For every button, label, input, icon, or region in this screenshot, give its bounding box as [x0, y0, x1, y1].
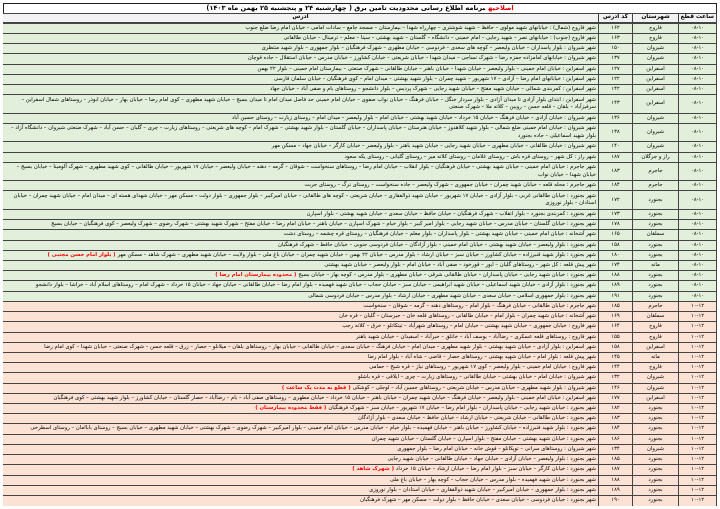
address-cell [3, 312, 599, 322]
address-code-cell: ۱۳۲ [599, 373, 633, 383]
county-cell: بجنورد [633, 414, 679, 424]
county-cell: اسفراین [633, 64, 679, 74]
address-code-cell: ۱۸۷ [599, 465, 633, 475]
time-cell: ۱۰-۱۲ [679, 475, 717, 485]
time-cell: ۱۰-۱۲ [679, 414, 717, 424]
address-cell [3, 95, 599, 113]
time-cell: ۱۰-۱۲ [679, 404, 717, 414]
address-cell [3, 444, 599, 454]
table-row [3, 85, 717, 95]
time-cell: ۰۸-۱۰ [679, 44, 717, 54]
address-text: شهر فاروج (جنوب) : خیابانهای نصر – شهید رجایی – امام خمینی – دانشگاه – گلستان – شهید بهشتی – سینا – معلم – ترمینال – خیابان طالقانی [283, 35, 596, 41]
table-row [3, 271, 717, 281]
time-cell: ۰۸-۱۰ [679, 240, 717, 250]
address-code-cell: ۱۸۴ [599, 424, 633, 434]
address-cell [3, 322, 599, 332]
county-cell: بجنورد [633, 475, 679, 485]
address-text: شهر بجنورد : بلوار آزادی – خیابان شهید اسماعیلی – خیابان شهید ابراهیمی – خیابان سبز – خیابان حجاب – خیابان شهید فهمیده – بلوار امام رضا – خیابان طالقانی – خیابان جهاد – خیابان ۱۵ خرداد – شهرک امام – روستاهای اسلام آباد – خراشا – بلوار دانشجو [35, 282, 596, 289]
table-row [3, 352, 717, 362]
address-text: شهر شیروان : خیابان طالقانی – خیابان مطهری – خیابان شهید رجایی – خیابان شهید باهنر – بلوار ولیعصر – خیابان کارگر – خیابان جهاد – مسکن مهر [271, 143, 596, 150]
county-cell: اسفراین [633, 393, 679, 403]
address-text: شهر بجنورد : خیابان کارگر – خیابان سبز – بلوار امام رضا – خیابان ارشاد – خیابان ۱۵ خرداد [396, 466, 596, 473]
address-text: شهر بجنورد : کمربندی بجنورد – بلوار انقلاب – شهرک فرهنگیان – خیابان حافظ – خیابان سعدی – خیابان شهید بهشتی – بلوار اسپارن [306, 210, 596, 217]
time-cell: ۰۸-۱۰ [679, 85, 717, 95]
table-row [3, 23, 717, 33]
address-cell [3, 191, 599, 209]
address-cell [3, 64, 599, 74]
address-note: ( فقط محدوده بیمارستان ) [255, 405, 327, 412]
address-cell [3, 230, 599, 240]
table-row [3, 162, 717, 180]
table-row [3, 230, 717, 240]
address-cell [3, 332, 599, 342]
address-code-cell: ۱۸۳ [599, 414, 633, 424]
address-code-cell: ۱۸۹ [599, 281, 633, 291]
address-cell [3, 152, 599, 162]
address-cell [3, 496, 599, 507]
table-row [3, 281, 717, 291]
county-cell: بجنورد [633, 496, 679, 507]
address-text: شهر بجنورد : بلوار شهید قنبرزاده – خیابان کشاورز – خیابان سبز – خیابان ارشاد – بلوار مدرس – خیابان ۲۲ بهمن – خیابان شهید چمران – خیابان باغ ملی – بلوار ولایت – خیابان شهید مطهری – شهرک شاهد – مسکن مهر [117, 251, 596, 258]
address-code-cell: ۱۴۰ [599, 142, 633, 152]
time-cell: ۱۰-۱۲ [679, 485, 717, 495]
address-note: ( شهرک شاهد ) [352, 466, 394, 473]
time-cell: ۱۰-۱۲ [679, 444, 717, 454]
county-cell: بجنورد [633, 271, 679, 281]
address-code-cell: ۱۷۳ [599, 209, 633, 219]
table-row [3, 465, 717, 475]
address-text: شهر بجنورد : بلوار جمهوری اسلامی – خیابان سعدی – خیابان شهید مطهری – خیابان ارشاد – بلوار مدرس – خیابان فردوسی شمالی [308, 292, 596, 299]
header-address-code: کد آدرس [599, 14, 633, 23]
time-cell: ۱۰-۱۲ [679, 383, 717, 393]
table-header [3, 13, 717, 23]
address-cell [3, 260, 599, 270]
schedule-rows [3, 23, 717, 506]
county-cell: جاجرم [633, 301, 679, 311]
address-cell [3, 209, 599, 219]
time-cell: ۱۰-۱۲ [679, 455, 717, 465]
table-row [3, 332, 717, 342]
address-code-cell: ۱۸۷ [599, 152, 633, 162]
time-cell: ۱۰-۱۲ [679, 342, 717, 352]
address-text: شهر جاجرم : خیابان طالقانی – خیابان فرهنگ – بلوار امام – روستاهای دهنه – گرمه – شوقان – سنخواست [363, 302, 596, 309]
header-county: شهرستان [633, 14, 679, 23]
address-code-cell: ۱۸۵ [599, 455, 633, 465]
address-text: شهر اسفراین : بلوار آزادی – خیابان شهید بهشتی – بلوار شهید مطهری – میدان امام – خیابان فرهنگ – خیابان سعدی – خیابان طالقانی – خیابان بهار – روستاهای بلقان – میلانلو – حصار – زرق – قلعه حسن – شهرک صنعتی – خیابان شهدا – کوی امام رضا [44, 343, 596, 350]
address-note: ( محدوده بیمارستان امام رضا ) [215, 272, 297, 279]
table-row [3, 404, 717, 414]
county-cell: بجنورد [633, 434, 679, 444]
address-cell [3, 393, 599, 403]
address-cell [3, 281, 599, 291]
address-code-cell: ۱۵۵ [599, 332, 633, 342]
time-cell: ۰۸-۱۰ [679, 64, 717, 74]
address-text: شهر شیروان : خیابان امام – خیابان بهشتی – خیابان طالقانی – روستاهای زیارت – چری – ایلاقی – قره باشلو [357, 374, 596, 381]
address-code-cell: ۱۹۰ [599, 496, 633, 507]
address-code-cell: ۱۲۷ [599, 64, 633, 74]
county-cell: شیروان [633, 54, 679, 64]
address-text: شهر بجنورد : خیابان طالقانی غربی – بلوار آزادی – خیابان ۱۷ شهریور – خیابان شهید ذوالفقاری – خیابان شریعتی – کوچه های طالقانی – خیابان امیرکبیر – بلوار جمهوری – بلوار دولت – مسکن مهر – خیابان شهدای هسته ای – میدان امام – خیابان شهید چمران – خیابان استادان – بلوار نوروزی [13, 192, 596, 207]
header-address: آدرس [3, 14, 599, 23]
table-row [3, 424, 717, 434]
address-code-cell: ۱۸۰ [599, 250, 633, 260]
table-row [3, 322, 717, 332]
county-cell: شیروان [633, 113, 679, 123]
table-row [3, 152, 717, 162]
address-text: شهر بجنورد : خیابان شهید رجایی – خیابان پاسداران – بلوار امام رضا – خیابان ۱۷ شهریور – خیابان سبز – شهرک فرهنگیان [328, 405, 596, 412]
address-text: شهر بجنورد : خیابان گلستان – خیابان مدرس – خیابان شهید رجایی – بلوار امیر کبیر – بلوار خیام – شهرک اسپارن – خیابان باهنر – خیابان امام رضا – خیابان مفتح – شهرک شهید بهشتی – شهرک رضوی – شهرک ولیعصر – کوی فرهنگیان – خیابان بسیج [51, 221, 596, 228]
county-cell: بجنورد [633, 240, 679, 250]
address-cell [3, 465, 599, 475]
county-cell: مانه [633, 352, 679, 362]
address-code-cell: ۱۳۴ [599, 444, 633, 454]
address-cell [3, 363, 599, 373]
table-row [3, 434, 717, 444]
title-correction-label: اصلاحیه [488, 4, 514, 12]
schedule-table [3, 23, 717, 506]
address-cell [3, 23, 599, 33]
time-cell: ۰۸-۱۰ [679, 162, 717, 180]
time-cell: ۰۸-۱۰ [679, 95, 717, 113]
outage-schedule-sheet [3, 3, 717, 506]
address-text: شهر جاجرم : خیابان امام خمینی – خیابان شهید بهشتی – خیابان فرهنگیان – بلوار انقلاب – خیابان امام رضا – روستاهای سنخواست – شوقان – گرمه – دهنه – خیابان ولیعصر – خیابان ۱۷ شهریور – خیابان طالقانی – کوی شهید مطهری – شهرک آلومینا – خیابان بسیج – خیابان شهدا – خیابان نواب [16, 164, 596, 178]
address-code-cell: ۱۷۲ [599, 191, 633, 209]
table-row [3, 250, 717, 260]
address-cell [3, 54, 599, 64]
address-text: شهر آشخانه : خیابان امام خمینی – خیابان شهید بهشتی – بلوار پاسداران – بلوار معلم – خیابان فرهنگیان – روستای قره چشمه – روستای دشت [283, 231, 596, 238]
address-text: شهر پیش قلعه : کل شهر – روستاهای گلیان – ایور – قورخود – صفی آباد – خیابان امام – بلوار ولیعصر – خیابان شهید بهشتی [324, 261, 596, 268]
county-cell: مانه [633, 260, 679, 270]
address-cell [3, 142, 599, 152]
table-row [3, 342, 717, 352]
address-text: شهر اسفراین : کمربندی شمالی – خیابان شهید مفتح – خیابان شهید رجایی – شهرک پردیس – بلوار دانشجو – روستاهای بام و صفی آباد – خیابان جهاد [269, 86, 596, 93]
time-cell: ۰۸-۱۰ [679, 260, 717, 270]
address-text: شهر اسفراین : ابتدای بلوار آزادی تا میدان آزادی – بلوار سردار جنگل – خیابان فرهنگ – خیابان نواب صفوی – خیابان امام خمینی حد فاصل میدان امام تا میدان بسیج – خیابان شهید مطهری – کوی امام رضا – خیابان بهار – خیابان ابوذر – روستاهای شمال اسفراین – سرفیزآباد – بلقان – قلعه حسن – رویین – کلاته ملا – شهرک صنعتی [21, 96, 596, 111]
county-cell: اسفراین [633, 95, 679, 113]
time-cell: ۱۰-۱۲ [679, 332, 717, 342]
table-row [3, 363, 717, 373]
time-cell: ۱۰-۱۲ [679, 496, 717, 507]
county-cell: سملقان [633, 230, 679, 240]
address-cell [3, 485, 599, 495]
address-cell [3, 220, 599, 230]
county-cell: بجنورد [633, 220, 679, 230]
address-code-cell: ۱۶۲ [599, 23, 633, 33]
address-text: شهر بجنورد : بلوار جمهوری – خیابان امیرکبیر – خیابان شهید ذوالفقاری – خیابان استادان – بلوار نوروزی [369, 486, 596, 493]
address-code-cell: ۱۷۸ [599, 220, 633, 230]
county-cell: بجنورد [633, 191, 679, 209]
address-code-cell: ۱۳۶ [599, 113, 633, 123]
address-code-cell: ۱۴۵ [599, 352, 633, 362]
address-code-cell: ۱۵۸ [599, 342, 633, 352]
address-code-cell: ۱۳۸ [599, 123, 633, 141]
address-text: شهر شیروان : خیابان آزادی – خیابان فرهنگ – خیابان ۱۵ خرداد – خیابان شهید بهشتی – خیابان امام – بلوار ولیعصر – میدان امام – روستای زیارت – روستای حسین آباد [231, 114, 596, 121]
address-text: شهر بجنورد : خیابان شهید بهشتی – خیابان مفتح – بلوار اسپارن – خیابان گلستان – خیابان شهید چمران [371, 435, 596, 442]
time-cell: ۰۸-۱۰ [679, 220, 717, 230]
county-cell: فاروج [633, 34, 679, 44]
table-row [3, 496, 717, 507]
address-text: شهر بجنورد : خیابان طالقانی – خیابان شریعتی – خیابان ارشاد – خیابان حافظ – خیابان سعدی – بلوار آزادگان [357, 415, 596, 422]
address-code-cell: ۱۵۰ [599, 44, 633, 54]
address-text: شهر شیروان : خیابان امام خمینی ضلع شمالی – بلوار شهید کلاهدوز – خیابان هنرستان – خیابان پاسداران – خیابان گلستان – بلوار شهید بهشتی – شهرک امام – کوچه های شریعتی – روستاهای زیارت – چری – گلیان – حسن آباد – شهرک صنعتی شیروان – دانشگاه آزاد – بلوار شهید اسماعیلی – جاده بجنورد [10, 125, 596, 139]
table-row [3, 44, 717, 54]
table-row [3, 54, 717, 64]
address-code-cell: ۱۳۷ [599, 54, 633, 64]
county-cell: شیروان [633, 123, 679, 141]
address-cell [3, 373, 599, 383]
address-cell [3, 123, 599, 141]
time-cell: ۰۸-۱۰ [679, 191, 717, 209]
county-cell: شیروان [633, 142, 679, 152]
time-cell: ۰۸-۱۰ [679, 54, 717, 64]
table-row [3, 373, 717, 383]
address-cell [3, 434, 599, 444]
address-text: شهر بجنورد : خیابان شهید رجایی – خیابان پاسداران – خیابان طالقانی شرقی – خیابان مطهری – بلوار مدرس – کوچه بهار – خیابان بسیج [298, 272, 596, 279]
time-cell: ۰۸-۱۰ [679, 152, 717, 162]
county-cell: شیروان [633, 373, 679, 383]
time-cell: ۰۸-۱۰ [679, 271, 717, 281]
table-row [3, 95, 717, 113]
address-code-cell: ۱۶۳ [599, 34, 633, 44]
address-text: شهر شیروان : بلوار پاسداران – خیابان ولیعصر – کوچه های سعدی – فردوسی – خیابان مطهری – شهرک فرهنگیان – بلوار جمهوری – بلوار شهید منتظری [261, 45, 596, 52]
county-cell: فاروج [633, 332, 679, 342]
table-row [3, 191, 717, 209]
address-code-cell: ۱۶۹ [599, 312, 633, 322]
address-text: شهر بجنورد : بلوار ولیعصر – خیابان شهید بهشتی – خیابان امام خمینی – بلوار آزادگان – خیابان فردوسی جنوبی – خیابان حافظ – شهرک فرهنگیان [278, 241, 596, 248]
address-code-cell: ۱۶۵ [599, 230, 633, 240]
address-cell [3, 404, 599, 414]
address-note: ( بلوار امام حسن مجتبی ) [47, 251, 116, 258]
table-row [3, 414, 717, 424]
table-row [3, 74, 717, 84]
address-cell [3, 424, 599, 434]
address-code-cell: ۱۸۶ [599, 434, 633, 444]
address-code-cell: ۱۴۶ [599, 383, 633, 393]
time-cell: ۰۸-۱۰ [679, 250, 717, 260]
time-cell: ۱۰-۱۲ [679, 393, 717, 403]
address-text: شهر شیروان : روستاهای سرانی – توپکانلو – قوش خانه – خیابان امام رضا – بلوار جمهوری [397, 445, 596, 452]
address-text: شهر آشخانه : خیابان شهید چمران – بلوار امام – خیابان طالقانی – روستاهای قلعه خان – جیرستان – گلیان – قره خان [339, 313, 596, 320]
address-text: شهر شیروان : بلوار شهید مطهری – خیابان مدرس – خیابان شریعتی – روستاهای حسین آباد – لوجلی – کوشکی [352, 384, 596, 391]
table-row [3, 240, 717, 250]
county-cell: جاجرم [633, 181, 679, 191]
table-row [3, 181, 717, 191]
table-row [3, 455, 717, 465]
table-row [3, 475, 717, 485]
time-cell: ۱۰-۱۲ [679, 352, 717, 362]
address-cell [3, 352, 599, 362]
header-row [3, 14, 717, 23]
time-cell: ۰۸-۱۰ [679, 181, 717, 191]
table-row [3, 113, 717, 123]
address-cell [3, 44, 599, 54]
address-text: شهر بجنورد : بلوار ولیعصر – خیابان آزادی – خیابان جهاد – خیابان طالقانی – خیابان شهید رجایی [387, 456, 596, 463]
county-cell: فاروج [633, 322, 679, 332]
time-cell: ۰۸-۱۰ [679, 123, 717, 141]
address-cell [3, 301, 599, 311]
county-cell: بجنورد [633, 455, 679, 465]
table-row [3, 123, 717, 141]
address-code-cell: ۱۸۸ [599, 475, 633, 485]
header-time: ساعت قطع [679, 14, 717, 23]
address-cell [3, 85, 599, 95]
time-cell: ۱۰-۱۲ [679, 301, 717, 311]
county-cell: بجنورد [633, 281, 679, 291]
table-row [3, 220, 717, 230]
table-row [3, 444, 717, 454]
table-row [3, 393, 717, 403]
address-text: شهر بجنورد : بلوار شهید قنبرزاده – خیابان کشاورز – خیابان باهنر – خیابان فهمیده – بلوار خیام – خیابان مدرس – خیابان امام خمینی – بلوار امیرکبیر – شهرک رضوی – شهرک بهشتی – خیابان شهید مطهری – خیابان بسیج – روستای باباامان – روستای اسطرخی [30, 425, 596, 432]
address-cell [3, 271, 599, 281]
time-cell: ۰۸-۱۰ [679, 34, 717, 44]
county-cell: بجنورد [633, 250, 679, 260]
county-cell: شیروان [633, 444, 679, 454]
table-row [3, 312, 717, 322]
table-row [3, 142, 717, 152]
address-cell [3, 74, 599, 84]
table-row [3, 34, 717, 44]
address-text: شهر راز : کل شهر – روستای قره باش – روستای غلامان – روستای کلاته میر – روستای گلیانی – روستای یکه سعود [344, 153, 596, 160]
address-cell [3, 455, 599, 465]
address-code-cell: ۱۴۳ [599, 95, 633, 113]
address-code-cell: ۱۸۵ [599, 301, 633, 311]
address-cell [3, 113, 599, 123]
address-cell [3, 475, 599, 485]
address-code-cell: ۱۹۱ [599, 291, 633, 301]
time-cell: ۰۸-۱۰ [679, 113, 717, 123]
time-cell: ۱۰-۱۲ [679, 434, 717, 444]
address-code-cell: ۱۸۴ [599, 181, 633, 191]
address-text: شهر فاروج : خیابان امام خمینی – بلوار ولیعصر – کوی ۱۷ شهریور – روستاهای نیاز – قره شیخ – حمامی [369, 364, 596, 371]
county-cell: سملقان [633, 312, 679, 322]
time-cell: ۱۰-۱۲ [679, 465, 717, 475]
county-cell: جاجرم [633, 162, 679, 180]
address-cell [3, 291, 599, 301]
address-code-cell: ۱۶۴ [599, 322, 633, 332]
address-text: شهر شیروان : خیابانهای امامزاده حمزه رضا – شهرک نساجی – میدان شهدا – خیابان شریعتی – خیابان کشاورز – خیابان مدرس – خیابان استقلال – جاده قوچان [247, 55, 596, 62]
address-cell [3, 342, 599, 352]
county-cell: بجنورد [633, 465, 679, 475]
time-cell: ۱۰-۱۲ [679, 373, 717, 383]
time-cell: ۰۸-۱۰ [679, 142, 717, 152]
table-row [3, 485, 717, 495]
address-code-cell: ۱۴۴ [599, 363, 633, 373]
address-text: شهر اسفراین : خیابان امام خمینی – بلوار ولیعصر – خیابان فرهنگ – خیابان شهید چمران – خیابان باهنر – خیابان ۱۵ خرداد – خیابان مطهری – روستاهای صفی آباد – بام – رضاآباد – حصار گلستان – خیابان کشاورز – بلوار شهید بهشتی – کوی فرهنگیان [53, 394, 596, 401]
table-row [3, 383, 717, 393]
time-cell: ۱۰-۱۲ [679, 363, 717, 373]
table-row [3, 291, 717, 301]
table-row [3, 260, 717, 270]
address-text: شهر اسفراین : خیابان امام خمینی – بلوار ولیعصر – خیابان شهدا – خیابان باهنر – خیابان طالقانی – شهرک صنعتی – بیمارستان امام خمینی – بلوار ۲۲ بهمن [257, 65, 596, 72]
address-text: شهر فاروج : روستاهای قلعه عسکری – رضاآباد – یوسف آباد – خانلق – خیرآباد – اسفیدان – خیابان شهید باهنر [355, 333, 596, 340]
address-cell [3, 414, 599, 424]
county-cell: بجنورد [633, 209, 679, 219]
time-cell: ۰۸-۱۰ [679, 291, 717, 301]
address-text: شهر اسفراین : خیابانهای امام رضا – آزادی – ۱۷ شهریور – شهید چمران – بلوار شهید بهشتی – میدان امام – کوی فرهنگیان – خیابان سلمان فارسی [273, 75, 596, 82]
county-cell: بجنورد [633, 291, 679, 301]
county-cell: بجنورد [633, 424, 679, 434]
address-text: شهر بجنورد : خیابان شهید فهمیده – بلوار مدرس – خیابان حجاب – کوچه بهار – خیابان باغ ملی [389, 476, 596, 483]
time-cell: ۱۰-۱۲ [679, 424, 717, 434]
address-cell [3, 181, 599, 191]
time-cell: ۰۸-۱۰ [679, 74, 717, 84]
address-code-cell: ۱۸۹ [599, 485, 633, 495]
county-cell: بجنورد [633, 485, 679, 495]
table-row [3, 301, 717, 311]
title-text: برنامه اطلاع رسانی محدودیت تامین برق ( چهارشنبه ۲۴ و پنجشنبه ۲۵ بهمن ماه ۱۴۰۳) [206, 4, 486, 12]
county-cell: شیروان [633, 383, 679, 393]
time-cell: ۰۸-۱۰ [679, 23, 717, 33]
address-note: ( قطع به مدت یک ساعت ) [281, 384, 351, 391]
page-title [3, 3, 717, 13]
address-code-cell: ۱۸۸ [599, 271, 633, 281]
county-cell: بجنورد [633, 404, 679, 414]
address-text: شهر بجنورد : خیابان فردوسی – خیابان سعدی – خیابان حافظ – بلوار دولت – مسکن مهر – شهرک فرهنگیان [360, 497, 596, 504]
table-row [3, 209, 717, 219]
address-text: شهر پیش قلعه : بلوار امام – خیابان شهید بهشتی – روستاهای حصار – قاضی – شاه آباد – بلوار امام رضا [367, 353, 596, 360]
address-cell [3, 383, 599, 393]
address-cell [3, 240, 599, 250]
time-cell: ۰۸-۱۰ [679, 209, 717, 219]
time-cell: ۱۰-۱۲ [679, 322, 717, 332]
address-text: شهر جاجرم : محله قلعه – خیابان شهید چمران – خیابان جمهوری – شهرک ولیعصر – جاده سنخواست – روستای نرگ – روستای جربت [304, 182, 596, 189]
address-code-cell: ۱۲۲ [599, 74, 633, 84]
county-cell: شیروان [633, 44, 679, 54]
address-cell [3, 162, 599, 180]
address-text: شهر فاروج : خیابان جمهوری – خیابان شهید بهشتی – خیابان امام – روستاهای شهرآباد – تیتکانلو – خرق – کلاته رجب [342, 323, 596, 330]
address-code-cell: ۱۸۳ [599, 162, 633, 180]
county-cell: اسفراین [633, 342, 679, 352]
time-cell: ۱۰-۱۲ [679, 312, 717, 322]
address-cell [3, 250, 599, 260]
county-cell: فاروج [633, 363, 679, 373]
address-code-cell: ۱۴۲ [599, 85, 633, 95]
time-cell: ۰۸-۱۰ [679, 230, 717, 240]
address-code-cell: ۱۵۸ [599, 240, 633, 250]
county-cell: فاروج [633, 23, 679, 33]
county-cell: راز و جرگلان [633, 152, 679, 162]
address-code-cell: ۱۸۲ [599, 404, 633, 414]
address-code-cell: ۱۷۷ [599, 393, 633, 403]
address-code-cell: ۱۷۴ [599, 260, 633, 270]
address-text: شهر فاروج (شمال) : خیابانهای شهید مولوی – حافظ – شهید شوشتری – چهارراه شهدا – بیمارستان – مسجد جامع – سادات امامی – خیابان امام رضا ضلع جنوب [245, 24, 596, 31]
county-cell: اسفراین [633, 85, 679, 95]
table-row [3, 64, 717, 74]
time-cell: ۰۸-۱۰ [679, 281, 717, 291]
address-cell [3, 34, 599, 44]
county-cell: اسفراین [633, 74, 679, 84]
